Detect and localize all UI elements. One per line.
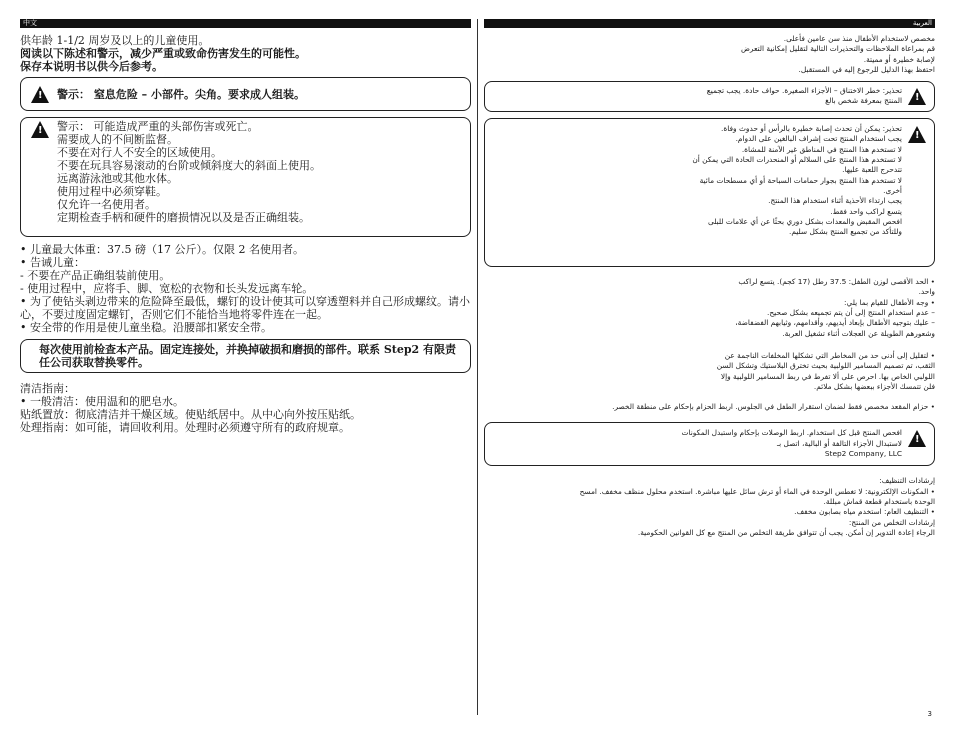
warning-line: 不要在玩具容易滚动的台阶或倾斜度大的斜面上使用。 <box>57 159 321 172</box>
care-heading: 清洁指南： <box>20 382 75 395</box>
head-injury-warning-box <box>20 117 471 237</box>
care-line: الرجاء إعادة التدوير إن أمكن. يجب أن تتوافق طريقة التخلص من المنتج مع كل القوانين الحكومية. <box>637 527 935 537</box>
chinese-column <box>20 19 471 434</box>
keep-manual-line: 保存本说明书以供今后参考。 <box>20 60 163 73</box>
warning-line: افحص المقبض والمعدات بشكل دوري بحثًا عن أي علامات للبلى <box>707 216 902 226</box>
bullet-item: • 为了使钻头剥边带来的危险降至最低，螺钉的设计使其可以穿透塑料并自己形成螺纹。请小心，不要过度固定螺钉，否则它们不能恰当地将零件连在一起。 <box>20 295 470 321</box>
bullet-item: • وجه الأطفال للقيام بما يلي: <box>844 297 935 307</box>
safety-bullets <box>20 243 471 334</box>
care-line: • المكونات الإلكترونية: لا تغطس الوحدة في الماء أو ترش سائل عليها مباشرة. استخدم محلول منظف مخفف. امسح <box>579 486 935 496</box>
warning-line: تتدحرج اللعبة عليها. <box>842 165 902 175</box>
warning-icon <box>31 86 49 103</box>
bullet-item: • حزام المقعد مخصص فقط لضمان استقرار الطفل في الجلوس. اربط الحزام بإحكام على منطقة الخصر. <box>612 402 935 412</box>
column-divider <box>477 19 478 715</box>
intro-text-arabic <box>484 34 935 75</box>
notice-line: افحص المنتج قبل كل استخدام. اربط الوصلات بإحكام واستبدل المكونات <box>681 428 902 438</box>
bullet-item: واحد. <box>918 287 935 297</box>
language-label-arabic: العربية <box>484 19 935 28</box>
bullet-item: • الحد الأقصى لوزن الطفل: 37.5 رطل (17 كجم). يتسع لراكب <box>738 277 935 287</box>
warning-line: تحذير: يمكن أن تحدث إصابة خطيرة بالرأس أو حدوث وفاة. <box>721 124 902 134</box>
seatbelt-note-arabic <box>484 402 935 412</box>
care-heading: إرشادات التنظيف: <box>879 476 935 486</box>
warning-line: لا تستخدم هذا المنتج في المناطق غير الآمنة للمشاة. <box>741 144 902 154</box>
warning-line: لا تستخدم هذا المنتج على السلالم أو المنحدرات الحادة التي يمكن أن <box>692 155 902 165</box>
inspection-notice-text: 每次使用前检查本产品。固定连接处，并换掉破损和磨损的部件。联系 Step2 有限责任公司获取替换零件。 <box>39 343 457 369</box>
intro-line: لإصابة خطيرة أو مميتة. <box>863 54 935 64</box>
choking-warning-text: 警示： 窒息危险 – 小部件。尖角。要求成人组装。 <box>57 88 305 101</box>
bullet-item: اللولبي الخاص بها. احرص على ألا تفرط في ربط المسامير اللولبية وإلا <box>720 371 935 381</box>
head-injury-warning-list <box>57 120 462 224</box>
intro-line: قم بمراعاة الملاحظات والتحذيرات التالية لتقليل إمكانية التعرض <box>740 44 935 54</box>
intro-line: احتفظ بهذا الدليل للرجوع إليه في المستقبل. <box>798 64 935 74</box>
language-label-chinese: 中文 <box>20 19 471 28</box>
notice-line: لاستبدال الأجزاء التالفة أو البالية، اتصل بـ <box>776 438 902 448</box>
bullet-item: • 儿童最大体重：37.5 磅（17 公斤）。仅限 2 名使用者。 <box>20 243 304 256</box>
bullet-item: • لتقليل إلى أدنى حد من المخاطر التي تشكلها المخلفات الناجمة عن <box>724 350 935 360</box>
safety-bullets-arabic <box>484 277 935 339</box>
care-line: 贴纸置放：彻底清洁并干燥区域。使贴纸居中。从中心向外按压贴纸。 <box>20 408 361 421</box>
bullet-item: - 不要在产品正确组装前使用。 <box>20 269 171 282</box>
care-instructions-arabic <box>484 476 935 538</box>
warning-icon <box>908 430 926 447</box>
warning-line: 定期检查手柄和硬件的磨损情况以及是否正确组装。 <box>57 211 310 224</box>
warning-icon <box>908 88 926 105</box>
warning-line: 不要在对行人不安全的区域使用。 <box>57 146 222 159</box>
screws-note-arabic <box>484 351 935 392</box>
warning-icon <box>31 121 49 138</box>
care-line: الوحدة باستخدام قطعة قماش مبللة. <box>823 497 935 507</box>
warning-line: يجب استخدام المنتج تحت إشراف البالغين على الدوام. <box>735 134 902 144</box>
bullet-item: – عليك بتوجيه الأطفال بإبعاد أيديهم، وأقدامهم، وثيابهم الفضفاضة، <box>735 318 935 328</box>
arabic-column <box>484 19 935 538</box>
warning-line: وللتأكد من تجميع المنتج بشكل سليم. <box>788 227 902 237</box>
care-instructions <box>20 382 471 434</box>
intro-text <box>20 34 471 73</box>
head-injury-warning-box-arabic <box>484 118 935 267</box>
care-line: 处理指南：如可能，请回收利用。处理时必须遵守所有的政府规章。 <box>20 421 350 434</box>
warning-line: تحذير: خطر الاختناق – الأجزاء الصغيرة. حواف حادة. يجب تجميع <box>706 86 902 96</box>
inspection-notice-box-arabic <box>484 422 935 466</box>
bullet-item: وشعورهم الطويلة عن العجلات أثناء تشغيل العربة. <box>782 328 935 338</box>
warning-line: 警示： 可能造成严重的头部伤害或死亡。 <box>57 120 259 133</box>
age-line: 供年龄 1-1/2 周岁及以上的儿童使用。 <box>20 34 210 47</box>
read-warning-line: 阅读以下陈述和警示，减少严重或致命伤害发生的可能性。 <box>20 47 306 60</box>
warning-line: 需要成人的不间断监督。 <box>57 133 178 146</box>
care-line: • 一般清洁：使用温和的肥皂水。 <box>20 395 184 408</box>
warning-line: يتسع لراكب واحد فقط. <box>830 206 902 216</box>
bullet-item: • 安全带的作用是使儿童坐稳。沿腰部扣紧安全带。 <box>20 321 272 334</box>
choking-warning-box-arabic <box>484 81 935 112</box>
bullet-item: • 告诫儿童： <box>20 256 85 269</box>
inspection-notice-box <box>20 339 471 373</box>
warning-line: يجب ارتداء الأحذية أثناء استخدام هذا المنتج. <box>768 196 902 206</box>
inspection-notice-text-arabic <box>491 428 902 459</box>
warning-line: 使用过程中必须穿鞋。 <box>57 185 167 198</box>
bullet-item: الثقب، تم تصميم المسامير اللولبية بحيث تخترق البلاستيك وتشكل السن <box>716 361 935 371</box>
bullet-item: فلن تتمسك الأجزاء ببعضها بشكل ملائم. <box>813 381 935 391</box>
page-number: 3 <box>927 710 932 718</box>
warning-line: المنتج بمعرفة شخص بالغ <box>825 96 902 106</box>
warning-line: 仅允许一名使用者。 <box>57 198 156 211</box>
intro-line: مخصص لاستخدام الأطفال منذ سن عامين فأعلى. <box>783 34 935 43</box>
notice-line: Step2 Company, LLC <box>824 449 902 459</box>
care-heading: إرشادات التخلص من المنتج: <box>848 517 935 527</box>
bullet-item: – عدم استخدام المنتج إلى أن يتم تجميعه بشكل صحيح. <box>766 308 935 318</box>
warning-icon <box>908 126 926 143</box>
head-injury-warning-list-arabic <box>491 124 902 237</box>
bullet-item: - 使用过程中，应将手、脚、宽松的衣物和长头发远离车轮。 <box>20 282 314 295</box>
choking-warning-box <box>20 77 471 111</box>
warning-line: 远离游泳池或其他水体。 <box>57 172 178 185</box>
warning-line: أخرى. <box>883 185 902 195</box>
warning-line: لا تستخدم هذا المنتج بجوار حمامات السباحة أو أي مسطحات مائية <box>699 175 902 185</box>
care-line: • التنظيف العام: استخدم مياه بصابون مخفف. <box>794 507 935 517</box>
choking-warning-text-arabic <box>491 86 902 107</box>
